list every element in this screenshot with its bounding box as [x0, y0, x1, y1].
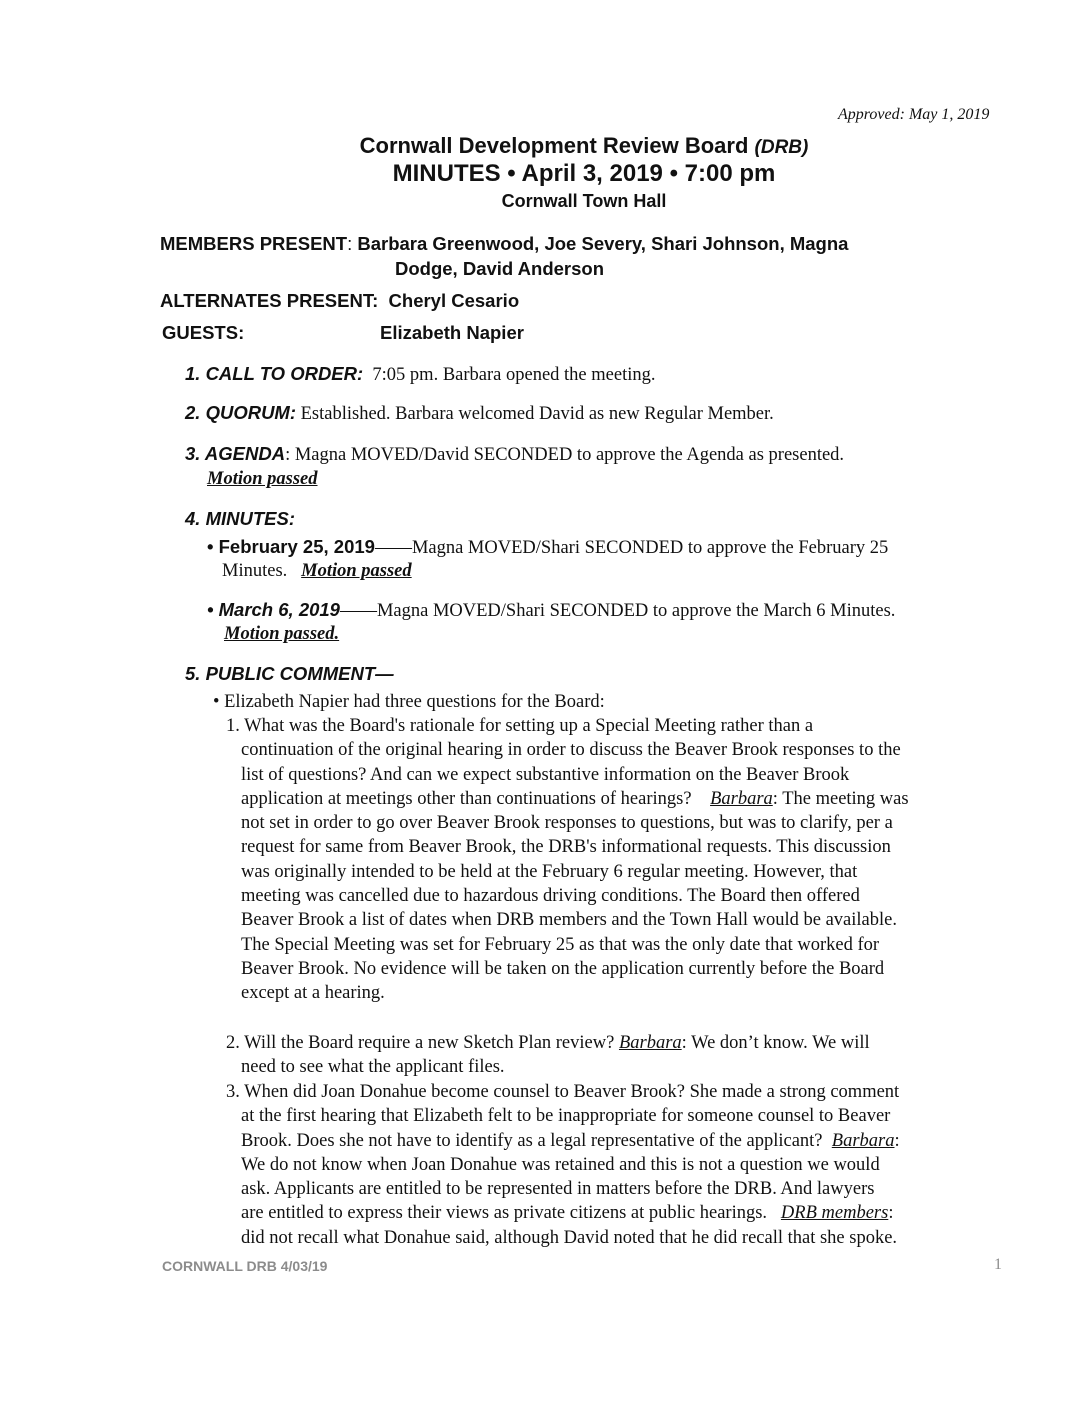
footer-document-id: CORNWALL DRB 4/03/19 — [162, 1258, 328, 1274]
board-title: Cornwall Development Review Board (DRB) — [359, 133, 809, 158]
speaker-barbara: Barbara — [831, 1130, 895, 1151]
item-minutes: 4. MINUTES: — [185, 508, 295, 529]
approval-note: Approved: May 1, 2019 — [838, 106, 990, 123]
page-number: 1 — [994, 1256, 1002, 1273]
members-present: MEMBERS PRESENT: Barbara Greenwood, Joe Severy, Shari Johnson, Magna — [160, 233, 849, 254]
minutes-march: • March 6, 2019——Magna MOVED/Shari SECONDED to approve the March 6 Minutes. — [207, 599, 896, 621]
minutes-march-cont: Motion passed. — [224, 624, 340, 644]
minutes-february: • February 25, 2019——Magna MOVED/Shari SECONDED to approve the February 25 — [207, 536, 889, 558]
guests-label: GUESTS: — [162, 322, 245, 343]
speaker-barbara: Barbara — [710, 788, 773, 809]
agenda-motion: Motion passed — [207, 469, 318, 489]
board-abbreviation: (DRB) — [754, 137, 809, 158]
meeting-date-line: MINUTES • April 3, 2019 • 7:00 pm — [392, 160, 776, 187]
question-1: 1. What was the Board's rationale for setting up a Special Meeting rather than a continuation of the original hearing in order to discuss the Beaver Brook responses to the list of questions? And can we expect substantive information on the Beaver Brook application at meetings other than continuations of hearings? Barbara: The meeting was not set in order to go over Beaver Brook responses to questions, but was to clarify, per a request for same from Beaver Brook, the DRB's informational requests. This discussion was originally intended to be held at the February 6 regular meeting. However, that meeting was cancelled due to hazardous driving conditions. The Board then offered Beaver Brook a list of dates when DRB members and the Town Hall would be available. The Special Meeting was set for February 25 as that was the only date that worked for Beaver Brook. No evidence will be taken on the application currently before the Board except at a hearing. — [226, 716, 909, 1004]
speaker-barbara: Barbara — [618, 1033, 682, 1053]
item-agenda: 3. AGENDA: Magna MOVED/David SECONDED to approve the Agenda as presented. — [185, 443, 845, 465]
meeting-location: Cornwall Town Hall — [501, 191, 667, 211]
minutes-february-cont: Minutes. Motion passed — [222, 561, 412, 581]
question-3: 3. When did Joan Donahue become counsel to Beaver Brook? She made a strong comment at the first hearing that Elizabeth felt to be inappropriate for someone counsel to Beaver Brook. Does she not have to identify as a legal representative of the applicant? Barbara: We do not know when Joan Donahue was retained and this is not a question we would ask. Applicants are entitled to be represented in matters before the DRB. And lawyers are entitled to express their views as private citizens at public hearings. DRB members: did not recall what Donahue said, although David noted that he did recall that she spoke. — [226, 1082, 900, 1248]
item-public-comment: 5. PUBLIC COMMENT— — [185, 663, 394, 684]
alternates-present: ALTERNATES PRESENT: Cheryl Cesario — [160, 290, 520, 311]
public-comment-intro: • Elizabeth Napier had three questions for the Board: — [213, 692, 605, 712]
item-quorum: 2. QUORUM: Established. Barbara welcomed David as new Regular Member. — [185, 402, 774, 424]
item-call-to-order: 1. CALL TO ORDER: 7:05 pm. Barbara opened the meeting. — [185, 363, 656, 385]
guests-value: Elizabeth Napier — [380, 322, 524, 343]
question-2: 2. Will the Board require a new Sketch Plan review? Barbara: We don’t know. We will need to see what the applicant files. — [226, 1033, 870, 1078]
members-present-cont: Dodge, David Anderson — [395, 258, 605, 279]
speaker-drb-members: DRB members — [780, 1203, 889, 1224]
